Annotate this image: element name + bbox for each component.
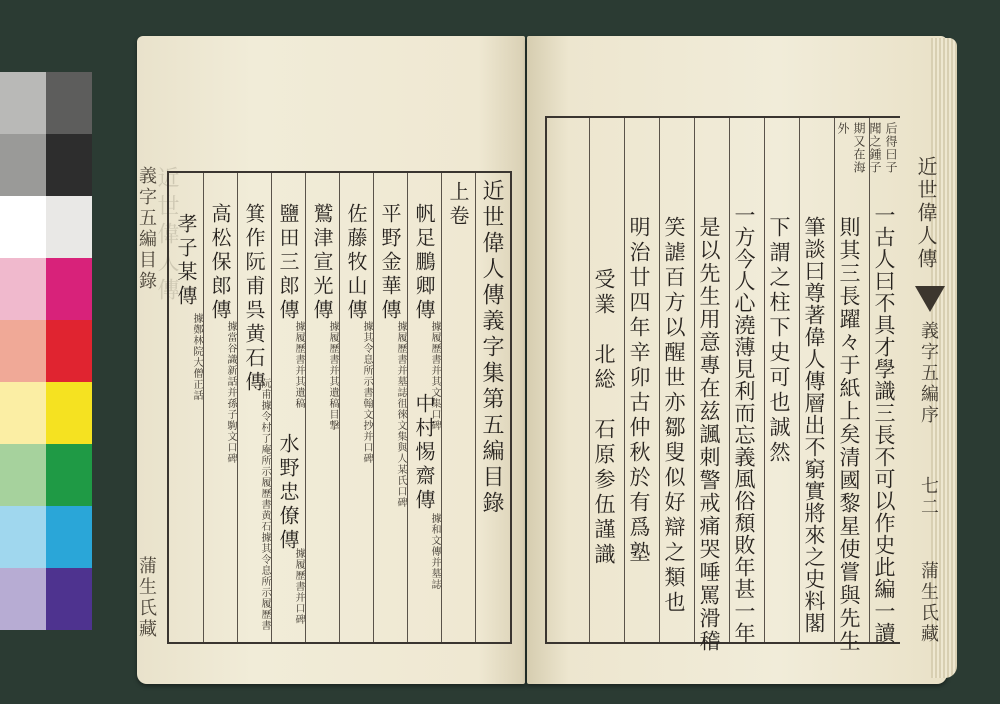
color-swatch <box>0 320 46 382</box>
toc-entry-6: 鹽田三郎傳 <box>276 203 300 323</box>
fold-subtitle: 義字五編序 <box>918 321 939 426</box>
right-page <box>527 36 947 684</box>
toc-entry-7-source: 據履歷書并口碑 <box>293 548 304 625</box>
toc-entry-3: 平野金華傳 <box>378 203 402 323</box>
color-swatch <box>46 72 92 134</box>
header-note-3: 期又在海 <box>852 122 866 174</box>
toc-entry-2: 中村惕齋傳 <box>412 393 436 513</box>
color-swatch <box>0 134 46 196</box>
toc-frame <box>167 171 512 644</box>
toc-entry-6-source: 據履歷書并其遺稿 <box>293 321 304 409</box>
toc-entry-8: 箕作阮甫呉黄石傳 <box>242 203 266 395</box>
toc-title: 近世偉人傳義字集第五編目錄 <box>479 179 504 517</box>
toc-entry-4: 佐藤牧山傳 <box>344 203 368 323</box>
preface-frame <box>545 116 900 653</box>
preface-line-7: 笑謔百方以醒世亦鄒叟似好辯之類也 <box>662 216 686 616</box>
preface-line-8: 明治廿四年辛卯古仲秋於有爲塾 <box>627 216 651 566</box>
toc-entry-2-source: 據和文傳并墓誌 <box>429 513 440 590</box>
toc-entry-4-source: 據其令息所示書翰文抄并口碑 <box>361 321 372 464</box>
color-swatch <box>0 382 46 444</box>
toc-entry-9: 高松保郎傳 <box>208 203 232 323</box>
toc-entry-7: 水野忠僚傳 <box>276 433 300 553</box>
color-swatch <box>46 196 92 258</box>
color-swatch <box>0 506 46 568</box>
header-note-4: 外 <box>836 122 850 135</box>
toc-volume: 上卷 <box>446 181 470 229</box>
header-note-2: 聞之鍾子 <box>868 122 882 174</box>
preface-line-5: 一方今人心澆薄見利而忘義風俗頹敗年甚一年 <box>732 204 756 644</box>
toc-entry-3-source: 據履歷書并墓誌徂徠文集與人某氏口碑 <box>395 321 406 508</box>
color-checker-strip <box>0 72 92 634</box>
color-swatch <box>0 258 46 320</box>
fold-publisher: 蒲生氏藏 <box>918 561 939 645</box>
color-swatch <box>0 568 46 630</box>
preface-signature: 受業 北総 石原参伍謹識 <box>592 268 616 568</box>
left-page <box>137 36 525 684</box>
toc-entry-5: 鷲津宣光傳 <box>310 203 334 323</box>
color-swatch <box>46 444 92 506</box>
toc-entry-10-source: 據鄭林院大僧正話 <box>191 313 202 401</box>
color-swatch <box>46 320 92 382</box>
toc-entry-10: 孝子某傳 <box>174 213 198 309</box>
toc-entry-5-source: 據履歷書并其遺稿目撃 <box>327 321 338 431</box>
color-swatch <box>46 506 92 568</box>
color-swatch <box>0 72 46 134</box>
color-swatch <box>0 196 46 258</box>
open-book <box>125 36 955 684</box>
color-swatch <box>0 444 46 506</box>
color-swatch <box>46 258 92 320</box>
preface-line-3: 筆談曰尊著偉人傳層出不窮實將來之史料閣 <box>802 216 826 634</box>
preface-line-2: 則其三長躍々于紙上矣清國黎星使嘗與先生 <box>837 216 861 653</box>
preface-line-6: 是以先生用意專在兹諷刺警戒痛哭唾罵滑稽 <box>697 216 721 653</box>
preface-line-4: 下謂之柱下史可也誠然 <box>767 216 791 466</box>
bleed-through-text: 近世偉人傳 <box>154 166 179 306</box>
preface-line-1: 一古人曰不具才學識三長不可以作史此編一讀 <box>872 204 896 644</box>
header-note-1: 后得曰子 <box>884 122 898 174</box>
toc-entry-9-source: 據當谷識新話并孫子駒文口碑 <box>225 321 236 464</box>
color-swatch <box>46 382 92 444</box>
toc-entry-1: 帆足鵬卿傳 <box>412 203 436 323</box>
toc-entry-1-source: 據履歷書并其文集口碑 <box>429 321 440 431</box>
fold-page-number: 七二 <box>918 476 939 518</box>
color-swatch <box>46 134 92 196</box>
fold-label: 義字五編目錄 <box>136 166 157 292</box>
fold-label: 近世偉人傳 <box>914 156 938 271</box>
toc-entry-8-source: 阮甫據令村了庵所示履歷書黄石據其令息所示履歷書 <box>259 378 270 631</box>
fold-publisher: 蒲生氏藏 <box>136 556 157 640</box>
color-swatch <box>46 568 92 630</box>
